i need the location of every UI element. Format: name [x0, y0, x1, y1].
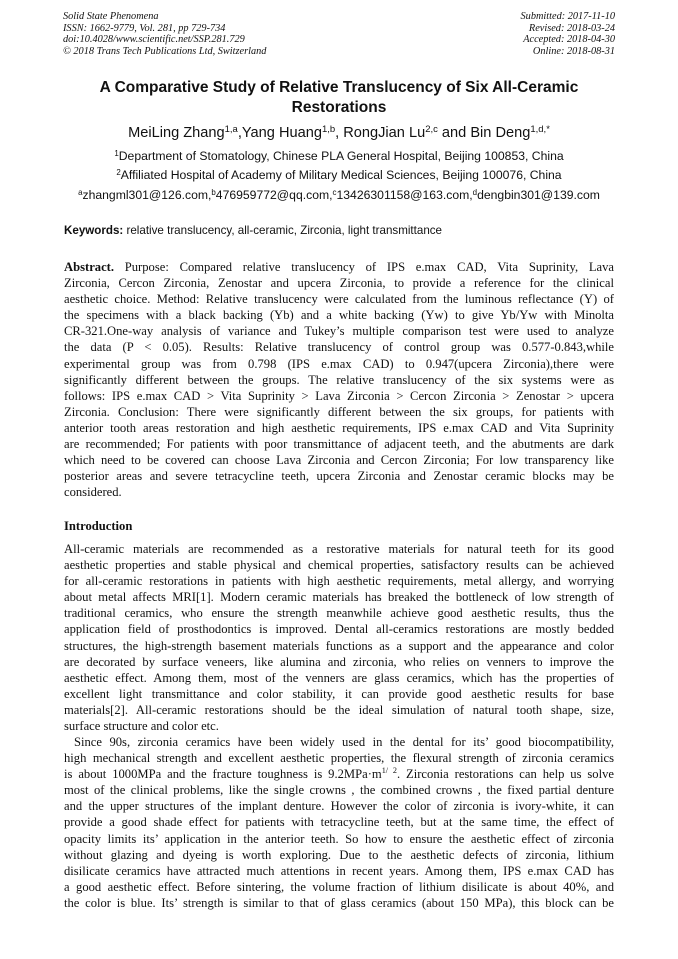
online-date: Online: 2018-08-31 — [532, 45, 615, 57]
doi: doi:10.4028/www.scientific.net/SSP.281.729 — [63, 34, 245, 46]
text-line: which need to be covered can choose Lava Zirconia and Cercon Zirconia; For low transparency like — [64, 453, 614, 468]
text-line: the data (P < 0.05). Results: Relative translucency of control group was 0.577-0.843,while — [64, 340, 614, 355]
abstract — [64, 259, 614, 500]
text-line: aesthetic properties and stable physical and chemical properties, satisfactory results can be achieved — [64, 558, 614, 573]
affiliation-text: Affiliated Hospital of Academy of Military Medical Sciences, Beijing 100076, China — [120, 168, 562, 182]
text-line — [64, 259, 614, 275]
revised-date: Revised: 2018-03-24 — [528, 22, 615, 34]
text-line: significantly different between the groups. The relative translucency of the six systems were as — [64, 372, 614, 387]
text-line: aesthetic choice. Method: Relative translucency were calculated from the luminous reflectance (Y) of — [64, 292, 614, 307]
text-line: Since 90s, zirconia ceramics have been widely used in the dental for its’ good biocompatibility, — [74, 735, 614, 749]
text-line: All-ceramic materials are recommended as a restorative materials for natural teeth for its good — [64, 542, 614, 556]
title-line: Restorations — [291, 99, 387, 116]
keywords-label: Keywords: — [64, 224, 124, 237]
copyright: © 2018 Trans Tech Publications Ltd, Switzerland — [63, 45, 267, 57]
text-line: Zirconia, Cercon Zirconia, Zenostar and upcera Zirconia, to provide a reference for the clinical — [64, 276, 614, 291]
author-name: Yang Huang — [241, 125, 322, 141]
author-name: MeiLing Zhang — [128, 125, 225, 141]
text-line: considered. — [64, 485, 122, 500]
submitted-date: Submitted: 2017-11-10 — [520, 11, 615, 22]
email-sup: a — [78, 188, 83, 197]
author-sup: 1,d,* — [530, 124, 550, 135]
text-line: the color is blue. Its’ strength is similar to that of glass ceramics (about 150 MPa), this block can be — [64, 895, 614, 910]
author-sep: , — [237, 125, 242, 141]
journal-name: Solid State Phenomena — [63, 11, 159, 22]
text-line: CR-321.One-way analysis of variance and Tukey’s multiple comparison test were used to analyze — [64, 324, 614, 339]
author-name: RongJian Lu — [343, 125, 426, 141]
text-line: anterior tooth areas restoration and high aesthetic requirements, IPS e.max CAD and Vita Suprinity — [64, 420, 614, 435]
text-line: the specimens with a black backing (Yb) and a white backing (Yw) to give Yb/Yw with Minolta — [64, 308, 614, 323]
issn: ISSN: 1662-9779, Vol. 281, pp 729-734 — [63, 22, 226, 34]
text-line — [64, 766, 614, 782]
text-line: most of the clinical problems, like the single crowns , the combined crowns , the fixed partial denture — [64, 783, 614, 798]
title-line: A Comparative Study of Relative Translucency of Six All-Ceramic — [99, 79, 579, 96]
email-sup: c — [332, 188, 337, 197]
text-segment: is about 1000MPa and the fracture toughness is 9.2MPa·m — [64, 767, 382, 782]
affiliation — [0, 149, 678, 164]
text-line: experimental group was from 0.798 (IPS e.max CAD) to 0.947(upcera Zirconia),there were — [64, 356, 614, 371]
email[interactable]: 13426301158@163.com, — [336, 188, 473, 202]
intro-paragraph — [64, 541, 614, 734]
keywords-text: relative translucency, all-ceramic, Zirconia, light transmittance — [123, 224, 443, 237]
intro-paragraph — [64, 734, 614, 911]
email[interactable]: zhangml301@126.com, — [82, 188, 212, 202]
email-sup: b — [211, 188, 216, 197]
text-line: and the upper structures of the implant denture. However the color of zirconia is ivory-white, it can — [64, 799, 614, 814]
author-sep: , — [335, 125, 344, 141]
affiliation-text: Department of Stomatology, Chinese PLA General Hospital, Beijing 100853, China — [118, 149, 564, 163]
text-line: surface structure and color etc. — [64, 719, 219, 734]
author-sup: 2,c — [425, 124, 438, 135]
text-line: high mechanical strength and excellent aesthetic properties, the flexural strength of zirconia ceramics — [64, 751, 614, 766]
abstract-label: Abstract. — [64, 260, 115, 274]
email-list — [0, 188, 678, 203]
paper-title — [60, 78, 618, 118]
accepted-date: Accepted: 2018-04-30 — [523, 34, 615, 46]
text-line: excellent light transmittance and color stability, it can provide good aesthetic results for base — [64, 686, 614, 701]
text-segment: . Zirconia restorations can help us solve — [396, 767, 614, 782]
email-sup: d — [472, 188, 478, 197]
text-line: without glazing and dyeing is worth exploring. Due to the aesthetic defects of zirconia, lithium — [64, 847, 614, 862]
text-line: application field of prosthodontics is improved. Dental all-ceramics restorations are mostly bedded — [64, 622, 614, 637]
text-line: for all-ceramic restorations in patients with high aesthetic requirements, metal allergy, and worrying — [64, 574, 614, 589]
author-sup: 1,a — [224, 124, 238, 135]
keywords — [64, 224, 442, 237]
text-segment: Purpose: Compared relative translucency of IPS e.max CAD, Vita Suprinity, Lava — [114, 260, 614, 274]
text-line: opacity limits its’ application in the anterior teeth. So how to ensure the aesthetic effect of zirconia — [64, 831, 614, 846]
text-line: provide a good shade effect for patients with tetracycline teeth, but at the same time, the effect of — [64, 815, 614, 830]
affiliation-sup: 2 — [116, 168, 121, 177]
email[interactable]: 476959772@qq.com, — [215, 188, 333, 202]
email[interactable]: dengbin301@139.com — [477, 188, 600, 202]
superscript: 1/ 2 — [381, 766, 397, 776]
author-name: Bin Deng — [470, 125, 531, 141]
text-line: structures, the high-strength basement materials functions as a support and the appearance and color — [64, 638, 614, 653]
journal-info — [63, 11, 266, 57]
text-line: are decorated by surface veneers, like alumina and zirconia, who relies on venners to improve the — [64, 654, 614, 669]
text-line: Zirconia. Conclusion: There were significantly different between the six groups, for patients with — [64, 404, 614, 419]
dates-info — [521, 11, 615, 57]
text-line: are recommended; For patients with poor transmittance of adjacent teeth, and the abutments are dark — [64, 437, 614, 452]
affiliation — [0, 168, 678, 183]
text-line: disilicate ceramics have attracted much attentions in recent years. Among them, IPS e.max CAD has — [64, 863, 614, 878]
affiliation-sup: 1 — [114, 149, 119, 158]
text-line: about metal affects MRI[1]. Modern ceramic materials has breaked the bottleneck of low strength of — [64, 590, 614, 605]
text-line: aesthetic effect. Among them, most of the venners are glass ceramics, which has the properties of — [64, 670, 614, 685]
text-line: follows: IPS e.max CAD > Vita Suprinity > Lava Zirconia > Cercon Zirconia > Zenostar > upcera — [64, 388, 614, 403]
section-heading-introduction: Introduction — [64, 519, 133, 533]
text-line: posterior areas and severe tetracycline teeth, upcera Zirconia and Zenostar ceramic blocks may be — [64, 469, 614, 484]
author-sep: and — [437, 125, 471, 141]
author-list — [0, 124, 678, 142]
text-line: materials[2]. All-ceramic restorations should be the ideal simulation of natural tooth shape, size, — [64, 702, 614, 717]
text-line: traditional ceramics, who ensure the strength meanwhile achieve good aesthetic results, thus the — [64, 606, 614, 621]
author-sup: 1,b — [321, 124, 336, 135]
text-line: a good aesthetic effect. Before sintering, the volume fraction of lithium disilicate is about 40%, and — [64, 879, 614, 894]
